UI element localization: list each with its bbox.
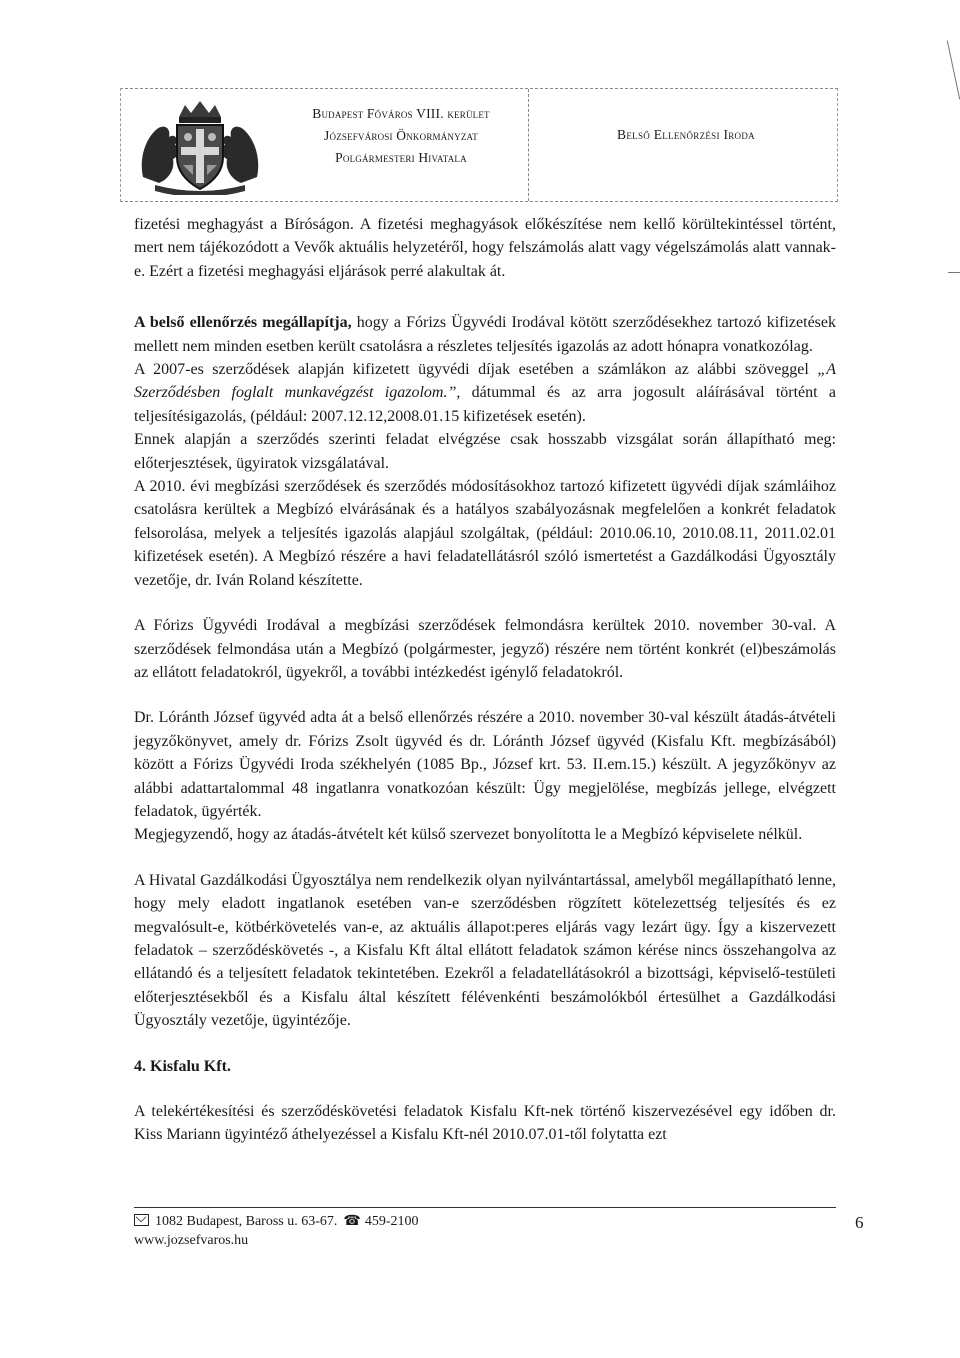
footer-website[interactable]: www.jozsefvaros.hu [134,1233,249,1248]
scan-artifact [947,41,960,100]
paragraph-2 [134,311,836,358]
section-heading: 4. Kisfalu Kft. [134,1057,231,1075]
footer [134,1212,836,1250]
quoted-certification: „A Szerződésben foglalt munkavégzést igazolom.” [134,361,836,402]
paragraph-5: A 2010. évi megbízási szerződések és szerződés módosításokhoz tartozó kifizetett ügyvédi díjak számláihoz csatolásra kerültek a Megbízó elvárásának és a hatályos szabályozásnak megfelelően a konkrét feladatok felsorolása, melyek a teljesítés igazolás alapjául szolgáltak, (például: 2010.06.10, 2010.08.11, 2011.02.01 kifizetések esetén). A Megbízó részére a havi feladatellátásról szóló ismertetést a Gazdálkodási Ügyosztály vezetője, dr. Iván Roland készítette. [134,478,836,589]
org-line-2: Józsefvárosi Önkormányzat [324,128,478,143]
organization-name [281,103,521,169]
footer-phone: 459-2100 [364,1214,419,1229]
paragraph-7: Dr. Lóránth József ügyvéd adta át a belső ellenőrzés részére a 2010. november 30-val készült átadás-átvételi jegyzőkönyvet, amely dr. Fórizs Zsolt ügyvéd és dr. Lóránth József ügyvéd (Kisfalu Kft. megbízásából) között a Fórizs Ügyvédi Iroda székhelyén (1085 Bp., József krt. 53. II.em.15.) készült. A jegyzőkönyv az alábbi adattartalommal 48 ingatlanra vonatkozóan készült: Ügy megjelölése, megbízás jellege, elvégzett feladatok, ügyérték. [134,709,836,820]
letterhead [120,88,838,202]
paragraph-3-start: A 2007-es szerződések alapján kifizetett ügyvédi díjak esetében a számlákon az alábbi szöveggel [134,361,818,379]
paragraph-4: Ennek alapján a szerződés szerinti feladat elvégzése csak hosszabb vizsgálat során állapítható meg: előterjesztések, ügyiratok vizsgálatával. [134,431,836,472]
org-line-3: Polgármesteri Hivatala [335,150,467,165]
paragraph-3-end: , dátummal és az arra jogosult aláírásával történt a teljesítésigazolás, (például: 2007.12.12,2008.01.15 kifizetések esetén). [134,384,837,425]
finding-lead: A belső ellenőrzés megállapítja, [134,314,352,332]
footer-rule [134,1207,836,1208]
paragraph-6: A Fórizs Ügyvédi Irodával a megbízási szerződések felmondásra kerültek 2010. november 30-val. A szerződések felmondása után a Megbízó (polgármester, jegyző) részére nem történt konkrét (el)beszámolás az ellátott feladatokról, ügyekről, a további intézkedést igénylő feladatokról. [134,617,836,681]
paragraph-9: A Hivatal Gazdálkodási Ügyosztálya nem rendelkezik olyan nyilvántartással, amelyből megállapítható lenne, hogy mely eladott ingatlanok esetében van-e szerződésben rögzített kötelezettség teljesítés és ez megvalósult-e, kötbérkövetelés van-e, az aktuális állapot:peres eljárás vagy lezárt ügy. Így a kiszervezett feladatok – szerződéskövetés -, a Kisfalu Kft által ellátott feladatok számon kérése nincs összehangolva az ellátandó és a teljesített feladatok tekintetében. Ezekről a feladatellátásokról a bizottsági, képviselő-testületi előterjesztésekből és a Kisfalu által készített félévenkénti beszámolókból értesülhet a Gazdálkodási Ügyosztály vezetője, ügyintézője. [134,871,836,1030]
telephone-icon: ☎ [343,1214,361,1229]
paragraph-3 [134,358,836,428]
office-name: Belső Ellenőrzési Iroda [617,127,755,142]
footer-contact [134,1212,836,1231]
document-body [134,213,836,1147]
envelope-icon [134,1214,149,1226]
paragraph-10: A telekértékesítési és szerződéskövetési feladatok Kisfalu Kft-nek történő kiszervezésével egy időben dr. Kiss Mariann ügyintéző áthelyezéssel a Kisfalu Kft-nél 2010.07.01-től folytatta ezt [134,1103,836,1144]
footer-address: 1082 Budapest, Baross u. 63-67. [155,1214,338,1229]
paragraph-1: fizetési meghagyást a Bíróságon. A fizetési meghagyások előkészítése nem kellő körültekintéssel történt, mert nem tájékozódott a Vevők aktuális helyzetéről, hogy felszámolás alatt vagy végelszámolás alatt vannak-e. Ezért a fizetési meghagyási eljárások perré alakultak át. [134,216,836,280]
paragraph-2-text: hogy a Fórizs Ügyvédi Irodával kötött szerződésekhez tartozó kifizetések mellett nem minden esetben került csatolásra a részletes teljesítés igazolás az adott hónapra vonatkozólag. [134,314,836,355]
header-divider [528,89,529,201]
scan-artifact [948,272,960,273]
page-number: 6 [855,1213,864,1232]
coat-of-arms-icon [135,99,265,195]
paragraph-8: Megjegyzendő, hogy az átadás-átvételt két külső szervezet bonyolította le a Megbízó képviselete nélkül. [134,826,803,844]
org-line-1: Budapest Főváros VIII. kerület [312,106,490,121]
